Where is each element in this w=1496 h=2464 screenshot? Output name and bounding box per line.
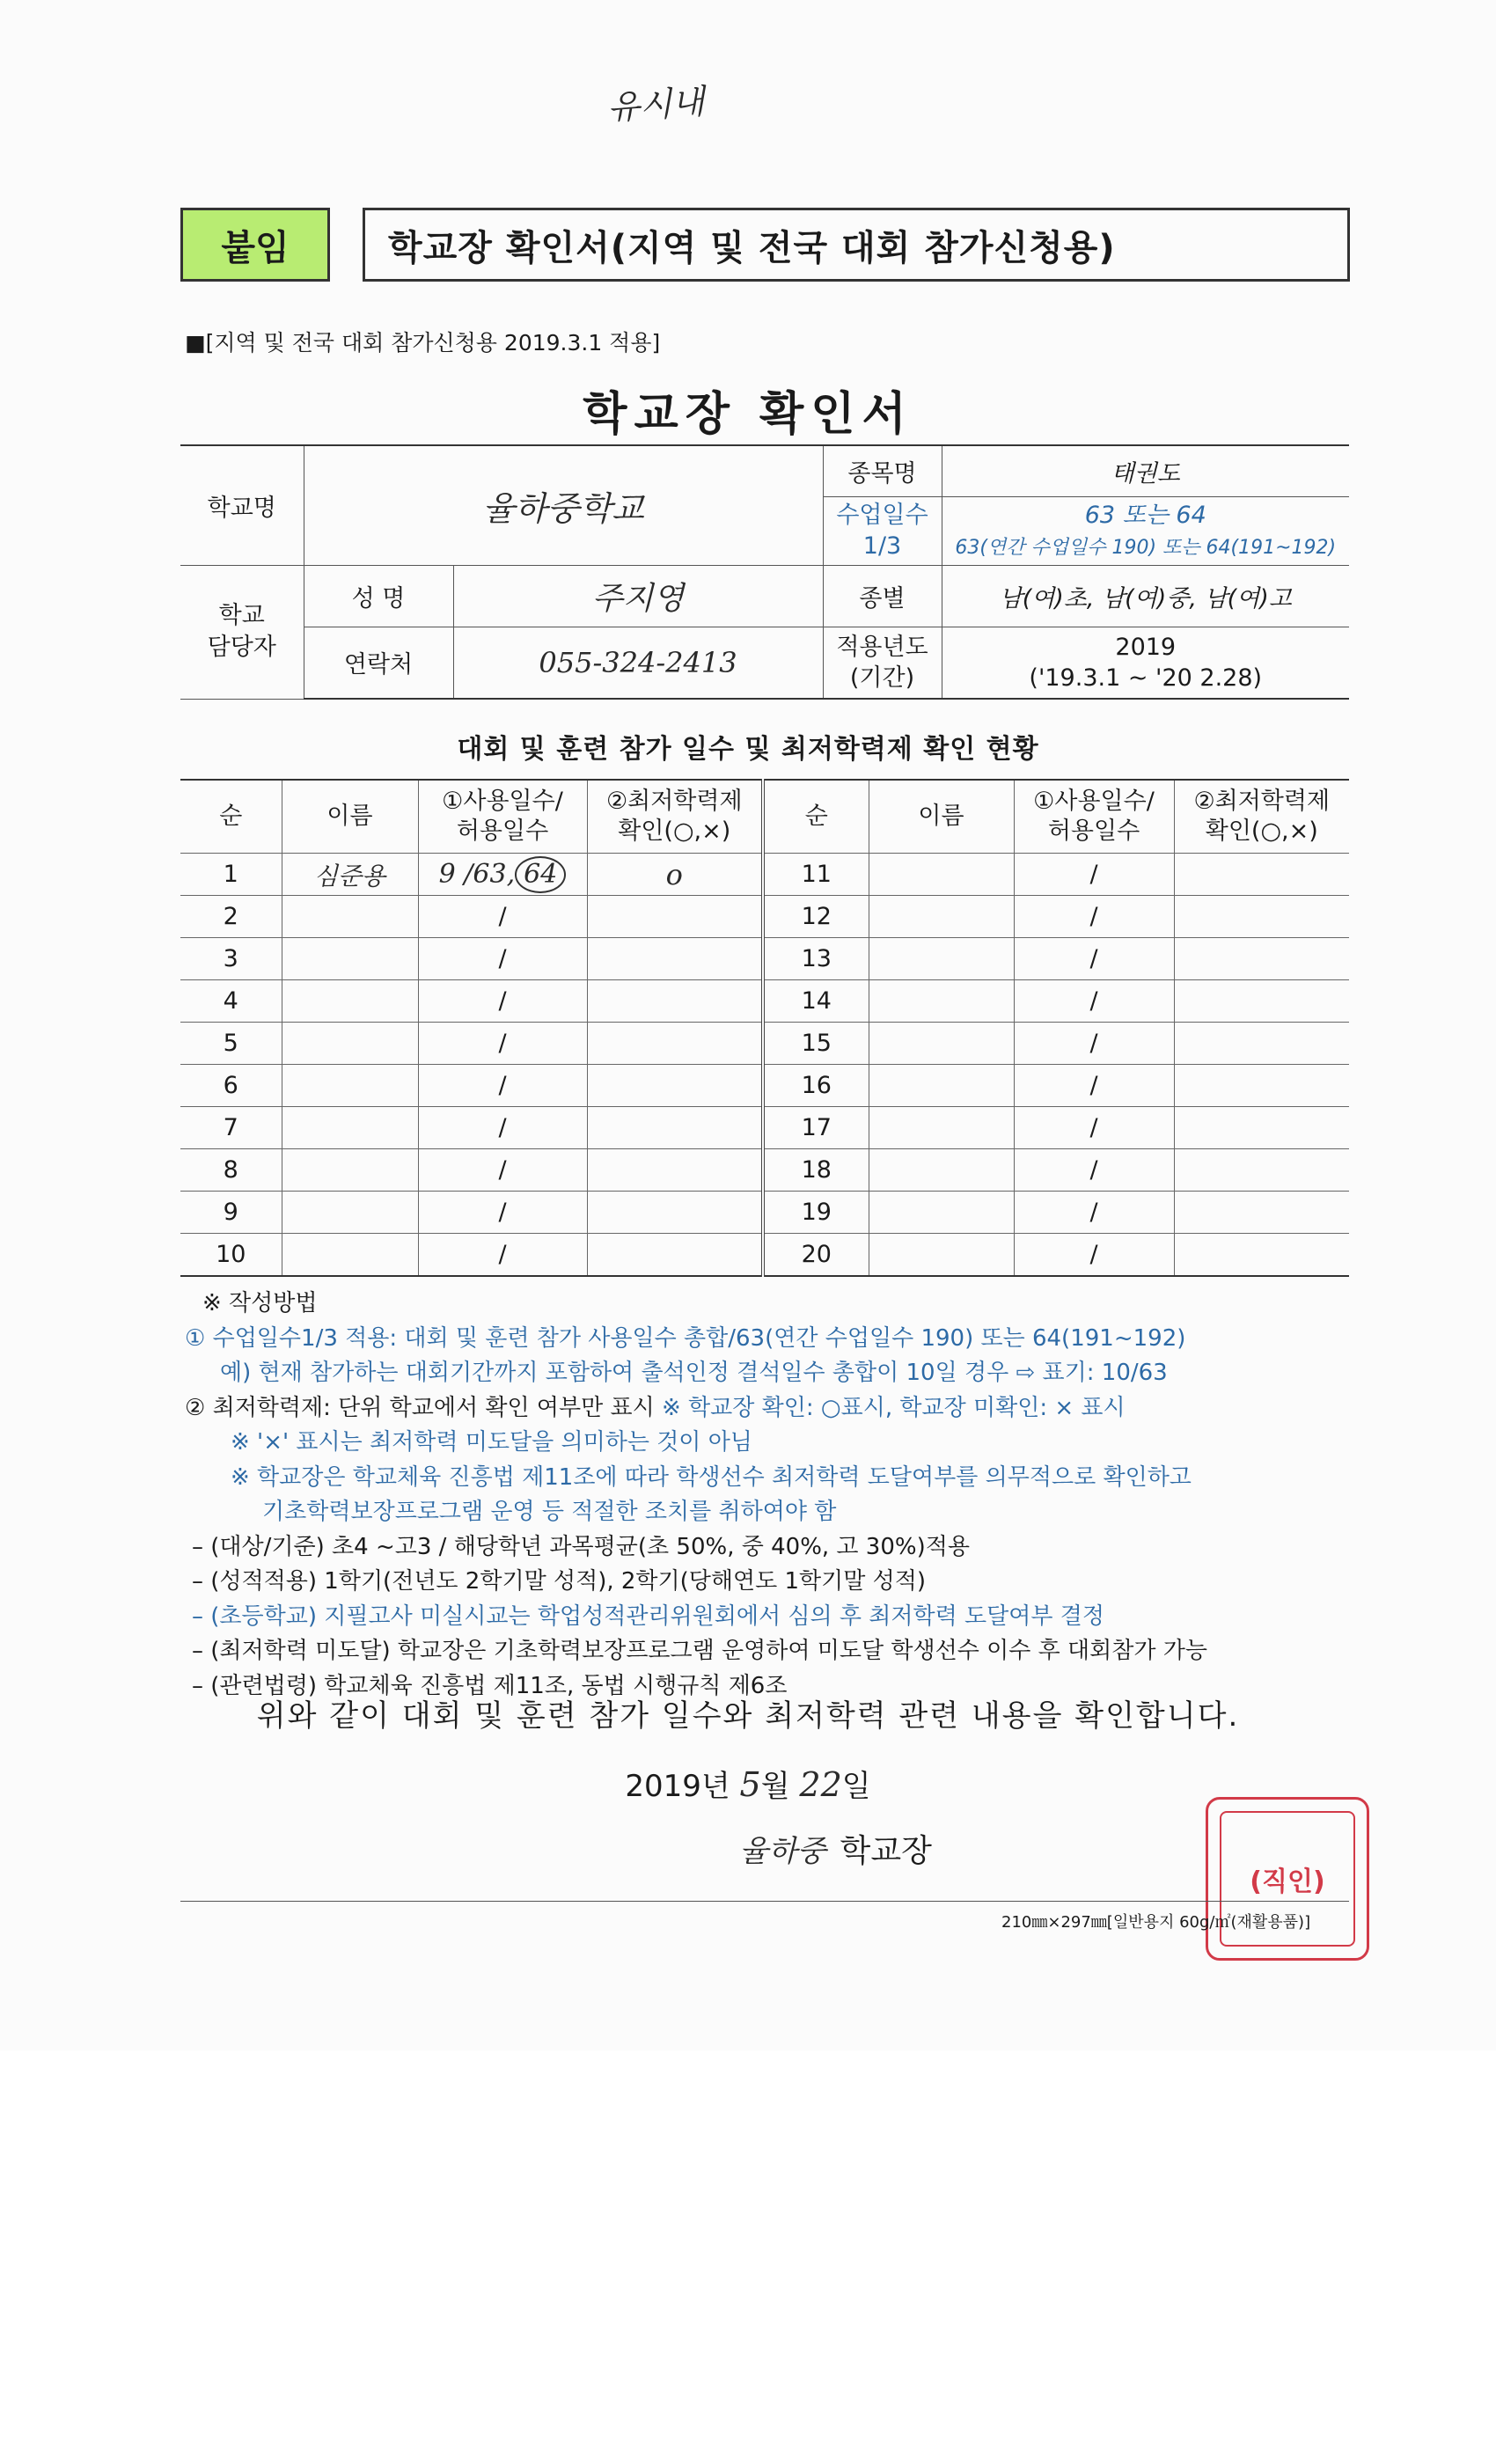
school-name-label: 학교명 <box>180 445 304 565</box>
footer-divider <box>180 1901 1349 1902</box>
row-min <box>587 1149 763 1192</box>
note-4b: 기초학력보장프로그램 운영 등 적절한 조치를 취하여야 함 <box>262 1499 837 1525</box>
row-days-right: / <box>1014 938 1174 980</box>
header-min-2: 확인(○,×) <box>618 818 731 845</box>
row-no-right: 13 <box>763 938 869 980</box>
category-label: 종별 <box>823 565 942 627</box>
note-2-text: ② 최저학력제: 단위 학교에서 확인 여부만 표시 <box>185 1394 655 1421</box>
note-3: ※ '×' 표시는 최저학력 미도달을 의미하는 것이 아님 <box>231 1429 752 1456</box>
row-name <box>282 1107 418 1149</box>
row-days: / <box>418 1107 587 1149</box>
class-days-value-1: 63 또는 64 <box>1084 501 1206 529</box>
row-days-right: / <box>1014 1149 1174 1192</box>
header-min-1-right: ②최저학력제 <box>1193 788 1331 816</box>
header-days <box>418 780 587 854</box>
header-min <box>587 780 763 854</box>
row-name-right <box>869 1065 1014 1107</box>
row-name <box>282 1234 418 1277</box>
signature-line <box>739 1826 932 1871</box>
row-days-right: / <box>1014 896 1174 938</box>
row-min <box>587 1192 763 1234</box>
row-min <box>587 938 763 980</box>
header-name-right: 이름 <box>869 780 1014 854</box>
row-no-right: 11 <box>763 854 869 896</box>
row-no: 1 <box>180 854 282 896</box>
table-row <box>180 854 1349 896</box>
row-no: 10 <box>180 1234 282 1277</box>
row-min <box>587 1023 763 1065</box>
section-head: 대회 및 훈련 참가 일수 및 최저학력제 확인 현황 <box>457 734 1039 765</box>
note-1-example: 예) 현재 참가하는 대회기간까지 포함하여 출석인정 결석일수 총합이 10일 경우 ⇨ 표기: 10/63 <box>220 1360 1168 1386</box>
row-min-right <box>1174 854 1349 896</box>
row-no: 9 <box>180 1192 282 1234</box>
name-value: 주지영 <box>453 565 823 627</box>
row-no-right: 17 <box>763 1107 869 1149</box>
table-row <box>180 980 1349 1023</box>
row-days: / <box>418 980 587 1023</box>
row-no: 8 <box>180 1149 282 1192</box>
row-min-right <box>1174 1023 1349 1065</box>
row-days: / <box>418 1149 587 1192</box>
year-label <box>823 627 942 699</box>
table-row <box>180 1234 1349 1277</box>
table-row <box>180 938 1349 980</box>
row-days <box>418 854 587 896</box>
table-row <box>180 1192 1349 1234</box>
roster-header-row <box>180 780 1349 854</box>
year-value-1: 2019 <box>1115 633 1177 661</box>
row-no-right: 18 <box>763 1149 869 1192</box>
row-name-right <box>869 1023 1014 1065</box>
date-day: 22 <box>799 1765 842 1804</box>
table-row <box>180 896 1349 938</box>
row-name-right <box>869 854 1014 896</box>
row-days: / <box>418 938 587 980</box>
row-days-right: / <box>1014 854 1174 896</box>
notes-head: ※ 작성방법 <box>202 1290 318 1316</box>
class-days-label <box>823 496 942 565</box>
row-no: 5 <box>180 1023 282 1065</box>
row-no-right: 15 <box>763 1023 869 1065</box>
contact-label: 연락처 <box>304 627 453 699</box>
table-row <box>180 1023 1349 1065</box>
contact-value: 055-324-2413 <box>453 627 823 699</box>
doc-title: 학교장 확인서 <box>583 388 913 441</box>
row-name-right <box>869 1234 1014 1277</box>
row-min: o <box>587 854 763 896</box>
row-min-right <box>1174 1192 1349 1234</box>
row-days: / <box>418 1192 587 1234</box>
year-label-1: 적용년도 <box>836 633 928 661</box>
handwritten-memo: 유시내 <box>605 82 706 128</box>
row-name-right <box>869 980 1014 1023</box>
row-name <box>282 896 418 938</box>
official-seal <box>1206 1797 1369 1961</box>
row-name <box>282 938 418 980</box>
row-days-right: / <box>1014 1065 1174 1107</box>
row-no-right: 20 <box>763 1234 869 1277</box>
row-name-right <box>869 1192 1014 1234</box>
date-month-unit: 월 <box>760 1769 790 1804</box>
row-name <box>282 1192 418 1234</box>
table-row <box>180 1065 1349 1107</box>
header-min-2-right: 확인(○,×) <box>1205 818 1318 845</box>
row-no-right: 16 <box>763 1065 869 1107</box>
row-days-right: / <box>1014 1023 1174 1065</box>
row-days: / <box>418 1234 587 1277</box>
row-days: / <box>418 896 587 938</box>
header-days-right <box>1014 780 1174 854</box>
name-label: 성 명 <box>304 565 453 627</box>
seal-text: (직인) <box>1250 1866 1325 1897</box>
row-name <box>282 1149 418 1192</box>
header-days-1: ①사용일수/ <box>442 788 563 816</box>
note-2 <box>185 1391 1355 1426</box>
paper-spec: 210㎜×297㎜[일반용지 60g/㎡(재활용품)] <box>1001 1913 1311 1932</box>
row-min <box>587 1065 763 1107</box>
row-days-right: / <box>1014 980 1174 1023</box>
header-min-right <box>1174 780 1349 854</box>
row-days: / <box>418 1023 587 1065</box>
note-1: ① 수업일수1/3 적용: 대회 및 훈련 참가 사용일수 총합/63(연간 수업일수 190) 또는 64(191~192) <box>185 1324 1186 1352</box>
manager-label-1: 학교 <box>218 601 265 629</box>
row-name: 심준용 <box>282 854 418 896</box>
row-name <box>282 1023 418 1065</box>
row-name <box>282 980 418 1023</box>
row-min <box>587 1234 763 1277</box>
class-days-value-2: 63(연간 수업일수 190) 또는 64(191~192) <box>955 537 1337 559</box>
row-min <box>587 980 763 1023</box>
date-month: 5 <box>739 1765 761 1804</box>
row-min-right <box>1174 1149 1349 1192</box>
row-min-right <box>1174 938 1349 980</box>
sport-label: 종목명 <box>823 445 942 496</box>
row-days: / <box>418 1065 587 1107</box>
row-days-right: / <box>1014 1192 1174 1234</box>
table-row <box>180 1107 1349 1149</box>
row-min-right <box>1174 1107 1349 1149</box>
note-4: ※ 학교장은 학교체육 진흥법 제11조에 따라 학생선수 최저학력 도달여부를 의무적으로 확인하고 <box>231 1463 1192 1491</box>
class-days-label-2: 1/3 <box>862 532 902 560</box>
row-min-right <box>1174 896 1349 938</box>
date-year: 2019년 <box>625 1769 730 1804</box>
table-row <box>180 1149 1349 1192</box>
row-min-right <box>1174 1234 1349 1277</box>
year-label-2: (기간) <box>849 664 915 692</box>
header-title: 학교장 확인서(지역 및 전국 대회 참가신청용) <box>363 208 1350 282</box>
header-days-2-right: 허용일수 <box>1047 818 1140 845</box>
row-no: 4 <box>180 980 282 1023</box>
row-min-right <box>1174 980 1349 1023</box>
sport-value: 태권도 <box>942 445 1349 496</box>
header-no-right: 순 <box>763 780 869 854</box>
info-table <box>180 444 1349 700</box>
header-days-2: 허용일수 <box>456 818 549 845</box>
row-no: 2 <box>180 896 282 938</box>
header-min-1: ②최저학력제 <box>605 788 743 816</box>
principal-label: 학교장 <box>840 1833 932 1869</box>
row-no: 7 <box>180 1107 282 1149</box>
year-value-2: ('19.3.1 ~ '20 2.28) <box>1029 664 1263 692</box>
year-value <box>942 627 1349 699</box>
school-name-value: 율하중학교 <box>304 445 823 565</box>
row-name-right <box>869 896 1014 938</box>
note-2-mark: ※ 학교장 확인: ○표시, 학교장 미확인: × 표시 <box>662 1394 1126 1421</box>
row-min <box>587 896 763 938</box>
detail-2: – (성적적용) 1학기(전년도 2학기말 성적), 2학기(당해연도 1학기말 성적) <box>192 1568 927 1595</box>
instructions <box>185 1287 1355 1704</box>
detail-3: – (초등학교) 지필고사 미실시교는 학업성적관리위원회에서 심의 후 최저학력 도달여부 결정 <box>192 1602 1104 1630</box>
row-no-right: 14 <box>763 980 869 1023</box>
manager-label-2: 담당자 <box>207 634 276 661</box>
subnote: ■[지역 및 전국 대회 참가신청용 2019.3.1 적용] <box>185 330 661 356</box>
row-name-right <box>869 938 1014 980</box>
row-no-right: 19 <box>763 1192 869 1234</box>
category-value: 남(여)초, 남(여)중, 남(여)고 <box>942 565 1349 627</box>
handwritten-school: 율하중 <box>739 1834 826 1869</box>
row-no: 3 <box>180 938 282 980</box>
detail-4: – (최저학력 미도달) 학교장은 기초학력보장프로그램 운영하여 미도달 학생선수 이수 후 대회참가 가능 <box>192 1638 1207 1664</box>
row-name-right <box>869 1149 1014 1192</box>
header-name: 이름 <box>282 780 418 854</box>
row-no: 6 <box>180 1065 282 1107</box>
roster-table <box>180 779 1349 1277</box>
confirm-statement: 위와 같이 대회 및 훈련 참가 일수와 최저학력 관련 내용을 확인합니다. <box>256 1698 1240 1734</box>
header-no: 순 <box>180 780 282 854</box>
manager-label <box>180 565 304 699</box>
class-days-value <box>942 496 1349 565</box>
row-days-text: 9 /63, <box>438 858 516 890</box>
row-min <box>587 1107 763 1149</box>
circled-days: 64 <box>515 856 566 893</box>
row-days-right: / <box>1014 1234 1174 1277</box>
date-day-unit: 일 <box>841 1769 871 1804</box>
header-days-1-right: ①사용일수/ <box>1033 788 1155 816</box>
row-no-right: 12 <box>763 896 869 938</box>
row-min-right <box>1174 1065 1349 1107</box>
row-name-right <box>869 1107 1014 1149</box>
row-name <box>282 1065 418 1107</box>
row-days-right: / <box>1014 1107 1174 1149</box>
detail-1: – (대상/기준) 초4 ~고3 / 해당학년 과목평균(초 50%, 중 40%, 고 30%)적용 <box>192 1533 970 1560</box>
detail-5: – (관련법령) 학교체육 진흥법 제11조, 동법 시행규칙 제6조 <box>192 1672 788 1699</box>
class-days-label-1: 수업일수 <box>836 501 928 529</box>
attachment-label: 붙임 <box>180 208 330 282</box>
